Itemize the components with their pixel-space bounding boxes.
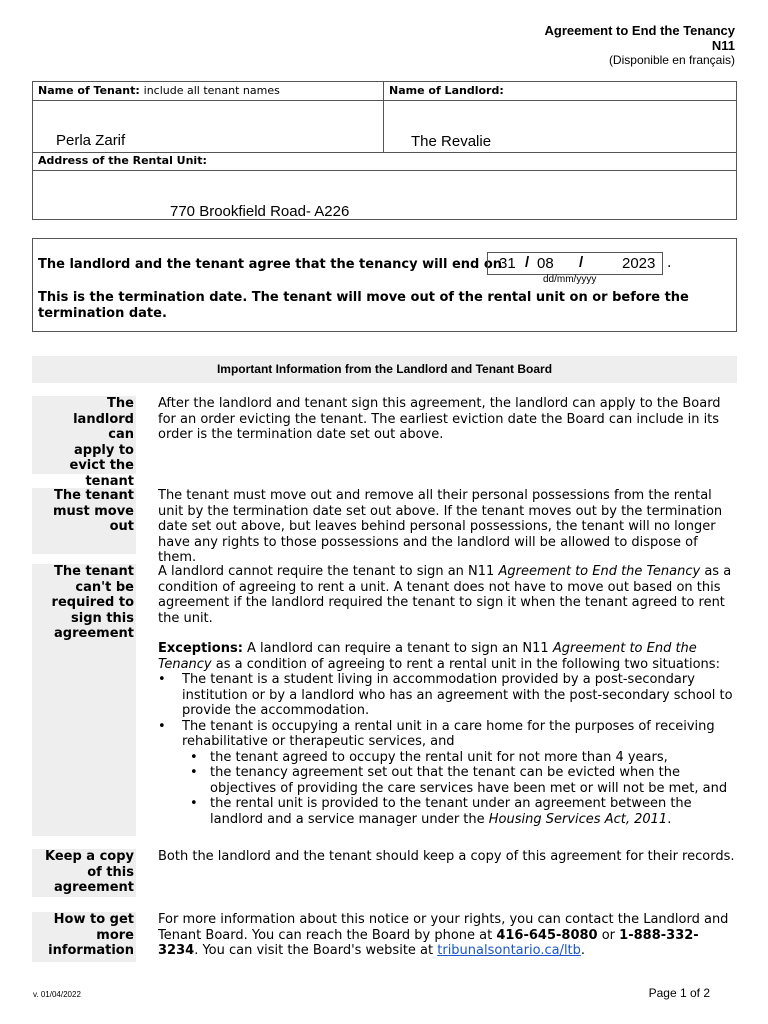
landlord-name-label: Name of Landlord:: [389, 84, 504, 97]
more-info-text: For more information about this notice or your rights, you can contact the Landlord and Tenant Board. You can reach the Board by phone at 416-645-8080 or 1-888-332-3234. You can visit the Board's website at tribunalsontario.ca/ltb.: [158, 912, 729, 958]
address-field[interactable]: 770 Brookfield Road- A226: [170, 203, 350, 220]
evict-text: After the landlord and tenant sign this agreement, the landlord can apply to the Board for an order evicting the tenant. The earliest eviction date the Board can include in its order is the termination date set out above.: [158, 396, 721, 442]
phone-tollfree: 1-888-332-3234: [158, 927, 699, 958]
move-out-text: The tenant must move out and remove all their personal possessions from the rental unit by the termination date set out above. If the tenant moves out by the termination date set out above, but leaves behind personal possessions, the tenant will no longer have any rights to those possessions and the landlord will be allowed to dispose of them.: [158, 488, 723, 565]
cant-require-text: A landlord cannot require the tenant to sign an N11 Agreement to End the Tenancy as a condition of agreeing to rent a unit. A tenant does not have to move out based on this agreement if the landlord required the tenant to sign it when the tenant agreed to rent the unit. Exceptions: A landlord can require a tenant to sign an N11 Agreement to End the Tenancy as a condition of agreeing to rent a rental unit in the following two situations: • The tenant is a student living in accommodation provided by a post-secondary institution or by a landlord who has an agreement with the post-secondary school to provide the accommodation. • The tenant is occupying a rental unit in a care home for the purposes of receiving rehabilitative or therapeutic services, and • the tenant agreed to occupy the rental unit for not more than 4 years, • the tenancy agreement set out that the tenant can be evicted when the objectives of providing the care services have been met or will not be met, and • the rental unit is provided to the tenant under an agreement between the landlord and a service manager under the Housing Services Act, 2011.: [158, 564, 738, 827]
date-slash-1: /: [525, 254, 530, 271]
tenant-name-label: Name of Tenant: include all tenant names: [38, 84, 280, 97]
info-heading: Important Information from the Landlord and Tenant Board: [32, 356, 737, 383]
date-month: 08: [537, 255, 554, 272]
more-info-label: How to get more information: [32, 912, 136, 962]
keep-copy-label: Keep a copy of this agreement: [32, 849, 136, 897]
cant-require-label: The tenant can't be required to sign this agreement: [32, 564, 136, 836]
date-format-hint: dd/mm/yyyy: [543, 274, 597, 285]
date-slash-2: /: [579, 254, 584, 271]
list-item: • the tenancy agreement set out that the tenant can be evicted when the objectives of providing the care services have been met or will not be met, and: [210, 765, 738, 796]
termination-note: This is the termination date. The tenant will move out of the rental unit on or before the termination date.: [38, 290, 689, 321]
termination-box: [32, 238, 737, 332]
date-day: 31: [499, 255, 516, 272]
landlord-name-field[interactable]: The Revalie: [411, 133, 492, 150]
ltb-website-link[interactable]: tribunalsontario.ca/ltb: [437, 943, 581, 958]
phone-local: 416-645-8080: [496, 927, 598, 943]
form-code: N11: [711, 38, 735, 53]
page-number: Page 1 of 2: [648, 986, 710, 1000]
keep-copy-text: Both the landlord and the tenant should keep a copy of this agreement for their records.: [158, 849, 735, 864]
date-period: .: [667, 255, 672, 271]
tenant-name-hint: include all tenant names: [143, 84, 280, 97]
list-item: • the rental unit is provided to the tenant under an agreement between the landlord and a service manager under the Housing Services Act, 2011.: [210, 796, 738, 827]
french-note: (Disponible en français): [608, 53, 735, 67]
address-label: Address of the Rental Unit:: [38, 154, 207, 167]
tenant-name-field[interactable]: Perla Zarif: [56, 132, 126, 149]
move-out-label: The tenant must move out: [32, 488, 136, 554]
form-title: Agreement to End the Tenancy: [544, 23, 735, 38]
date-year: 2023: [622, 255, 656, 272]
agree-text: The landlord and the tenant agree that the tenancy will end on: [38, 257, 503, 272]
evict-label: The landlord can apply to evict the tenant: [32, 396, 136, 474]
list-item: • The tenant is occupying a rental unit in a care home for the purposes of receiving rehabilitative or therapeutic services, and • the tenant agreed to occupy the rental unit for not more than 4 years, • the tenancy agreement set out that the tenant can be evicted when the objectives of providing the care services have been met or will not be met, and • the rental unit is provided to the tenant under an agreement between the landlord and a service manager under the Housing Services Act, 2011.: [182, 719, 738, 828]
exceptions-label: Exceptions:: [158, 641, 243, 656]
version-label: v. 01/04/2022: [33, 990, 81, 999]
form-header: [545, 23, 735, 67]
termination-date-field[interactable]: [487, 252, 663, 275]
parties-table: [32, 81, 737, 220]
list-item: • The tenant is a student living in accommodation provided by a post-secondary institution or by a landlord who has an agreement with the post-secondary school to provide the accommodation.: [182, 672, 738, 719]
list-item: • the tenant agreed to occupy the rental unit for not more than 4 years,: [210, 750, 738, 766]
